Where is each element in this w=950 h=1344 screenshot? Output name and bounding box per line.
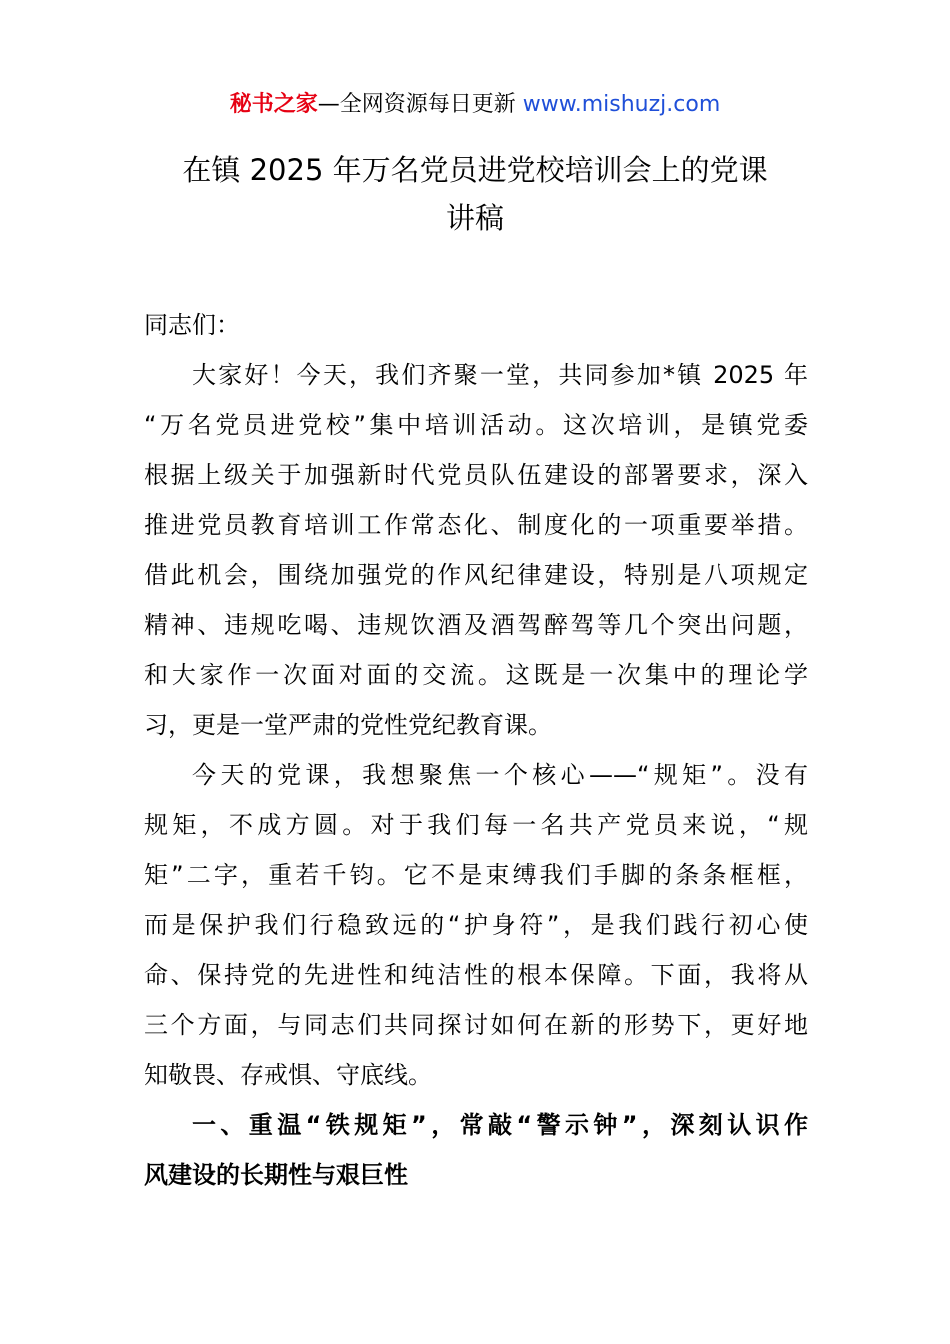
title-line-2: 讲稿 [445,201,504,235]
document-body [144,300,808,1200]
paragraph-line: 今天的党课，我想聚焦一个核心——“规矩”。没有 [192,761,808,789]
document-title [150,146,800,242]
paragraph-line: “万名党员进党校”集中培训活动。这次培训，是镇党委 [144,411,808,439]
paragraph-line: 和大家作一次面对面的交流。这既是一次集中的理论学 [144,661,808,689]
paragraph-line: 精神、违规吃喝、违规饮酒及酒驾醉驾等几个突出问题， [144,611,808,639]
site-brand: 秘书之家 [229,92,318,117]
site-tagline: —全网资源每日更新 [317,92,523,117]
paragraph-line: 规矩，不成方圆。对于我们每一名共产党员来说，“规 [144,811,808,839]
site-header [0,88,950,122]
paragraph-line: 矩”二字，重若千钧。它不是束缚我们手脚的条条框框， [144,861,808,889]
title-line-1: 在镇 2025 年万名党员进党校培训会上的党课 [182,153,768,187]
paragraph-line: 三个方面，与同志们共同探讨如何在新的形势下，更好地 [144,1011,808,1039]
paragraph-1 [144,350,808,750]
section-heading-1 [144,1100,808,1200]
paragraph-line: 命、保持党的先进性和纯洁性的根本保障。下面，我将从 [144,961,808,989]
paragraph-line: 而是保护我们行稳致远的“护身符”，是我们践行初心使 [144,911,808,939]
section-heading-line: 一、重温“铁规矩”，常敲“警示钟”，深刻认识作 [192,1111,808,1139]
paragraph-line: 知敬畏、存戒惧、守底线。 [144,1061,432,1089]
paragraph-2 [144,750,808,1100]
paragraph-line: 大家好！今天，我们齐聚一堂，共同参加*镇 2025 年 [192,361,808,389]
site-url-link[interactable]: www.mishuzj.com [522,92,721,117]
salutation: 同志们： [144,311,240,339]
paragraph-line: 习，更是一堂严肃的党性党纪教育课。 [144,711,552,739]
section-heading-line: 风建设的长期性与艰巨性 [144,1161,408,1189]
paragraph-line: 推进党员教育培训工作常态化、制度化的一项重要举措。 [144,511,808,539]
paragraph-line: 根据上级关于加强新时代党员队伍建设的部署要求，深入 [144,461,808,489]
paragraph-line: 借此机会，围绕加强党的作风纪律建设，特别是八项规定 [144,561,808,589]
